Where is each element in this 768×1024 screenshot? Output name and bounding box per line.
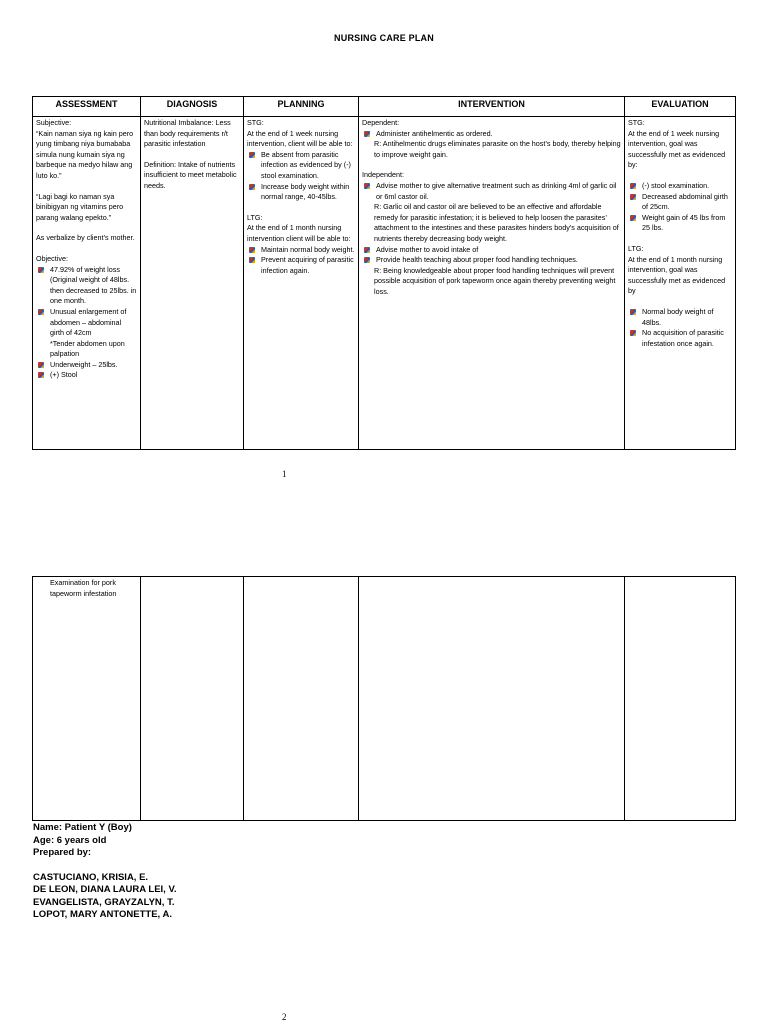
author-name: DE LEON, DIANA LAURA LEI, V. xyxy=(33,884,177,895)
verbalize-note: As verbalize by client’s mother. xyxy=(36,233,135,243)
author-name: CASTUCIANO, KRISIA, E. xyxy=(33,871,149,883)
evaluation-ltg-label: LTG: xyxy=(628,243,644,253)
list-item: Provide health teaching about proper food handling techniques. xyxy=(362,255,621,266)
subjective-quote-2: “Lagi bagi ko naman sya binibigyan ng vitamins pero parang walang epekto.” xyxy=(36,191,124,222)
evaluation-cell xyxy=(625,117,736,450)
subjective-label: Subjective: xyxy=(36,118,72,127)
care-plan-table xyxy=(32,96,736,450)
dependent-label: Dependent: xyxy=(362,118,400,127)
header-planning: PLANNING xyxy=(244,97,359,117)
planning-ltg-label: LTG: xyxy=(247,212,263,222)
list-item: Be absent from parasitic infection as evidenced by (-) stool examination. xyxy=(247,150,355,182)
list-item: (+) Stool xyxy=(36,370,137,381)
assessment-cell xyxy=(33,577,141,821)
list-item: Decreased abdominal girth of 25cm. xyxy=(628,192,732,213)
patient-info xyxy=(33,822,177,922)
assessment-cell xyxy=(33,117,141,450)
care-plan-table-continued xyxy=(32,576,736,821)
prepared-by-label: Prepared by: xyxy=(33,847,92,858)
planning-stg-text: At the end of 1 week nursing intervention, client will be able to: xyxy=(247,128,353,149)
rationale: R: Being knowledgeable about proper food handling techniques will prevent possible acquisition of pork tapeworm once again thereby preventing weight loss. xyxy=(374,265,616,296)
assessment-continued: Examination for pork tapeworm infestation xyxy=(50,578,117,598)
page-title: NURSING CARE PLAN xyxy=(334,33,434,43)
rationale: R: Garlic oil and castor oil are believed to be an effective and affordable remedy for parasitic infestation; it is believed to help loosen the parasites’ attachment to the intestines and these parasites hinders body’s acquisition of nutrients thereby decreasing body weight. xyxy=(374,202,619,243)
list-item: Weight gain of 45 lbs from 25 lbs. xyxy=(628,213,732,234)
rationale: R: Antihelmentic drugs eliminates parasite on the host’s body, thereby helping to improve weight gain. xyxy=(374,139,621,159)
author-name: EVANGELISTA, GRAYZALYN, T. xyxy=(33,896,175,908)
patient-age: Age: 6 years old xyxy=(33,834,107,846)
evaluation-stg-text: At the end of 1 week nursing intervention, goal was successfully met as evidenced by: xyxy=(628,128,726,170)
list-item: Administer antihelmentic as ordered. xyxy=(362,129,621,140)
header-diagnosis: DIAGNOSIS xyxy=(141,97,244,117)
list-item: No acquisition of parasitic infestation once again. xyxy=(628,328,732,349)
evaluation-stg-label: STG: xyxy=(628,118,645,127)
list-item: 47.92% of weight loss (Original weight of 48lbs. then decreased to 25lbs. in one month. xyxy=(36,265,137,307)
subjective-quote-1: “Kain naman siya ng kain pero yung timbang niya bumababa simula nung kumain siya ng barbeque na medyo hilaw ang luto ko.” xyxy=(36,128,134,180)
planning-cell xyxy=(244,117,359,450)
planning-stg-label: STG: xyxy=(247,118,264,127)
page-number: 1 xyxy=(282,469,287,479)
header-intervention: INTERVENTION xyxy=(359,97,625,117)
list-item: Advise mother to give alternative treatment such as drinking 4ml of garlic oil or 6ml castor oil. xyxy=(362,181,621,202)
diagnosis-cell xyxy=(141,117,244,450)
diagnosis-text: Nutritional Imbalance: Less than body requirements r/t parasitic infestation xyxy=(144,118,231,149)
diagnosis-cell xyxy=(141,577,244,821)
evaluation-ltg-text: At the end of 1 month nursing intervention, goal was successfully met as evidenced by xyxy=(628,254,726,296)
planning-cell xyxy=(244,577,359,821)
list-item: Maintain normal body weight. xyxy=(247,245,355,256)
tender-note: *Tender abdomen upon palpation xyxy=(50,338,125,359)
independent-label: Independent: xyxy=(362,170,404,180)
objective-label: Objective: xyxy=(36,253,68,263)
table-row xyxy=(33,577,736,821)
patient-name: Name: Patient Y (Boy) xyxy=(33,822,132,833)
header-row xyxy=(33,97,736,117)
list-item: Advise mother to avoid intake of xyxy=(362,245,621,256)
list-item: (-) stool examination. xyxy=(628,181,732,192)
diagnosis-definition: Definition: Intake of nutrients insufficient to meet metabolic needs. xyxy=(144,159,237,190)
page-number: 2 xyxy=(282,1012,287,1022)
author-name: LOPOT, MARY ANTONETTE, A. xyxy=(33,909,172,920)
table-row xyxy=(33,117,736,450)
list-item: Increase body weight within normal range, 40-45lbs. xyxy=(247,182,355,203)
header-assessment: ASSESSMENT xyxy=(33,97,141,117)
list-item: Normal body weight of 48lbs. xyxy=(628,307,732,328)
list-item: Unusual enlargement of abdomen – abdominal girth of 42cm xyxy=(36,307,137,339)
intervention-cell xyxy=(359,577,625,821)
list-item: Underweight – 25lbs. xyxy=(36,360,137,371)
header-evaluation: EVALUATION xyxy=(625,97,736,117)
intervention-cell xyxy=(359,117,625,450)
evaluation-cell xyxy=(625,577,736,821)
list-item: Prevent acquiring of parasitic infection again. xyxy=(247,255,355,276)
planning-ltg-text: At the end of 1 month nursing intervention client will be able to: xyxy=(247,223,351,243)
